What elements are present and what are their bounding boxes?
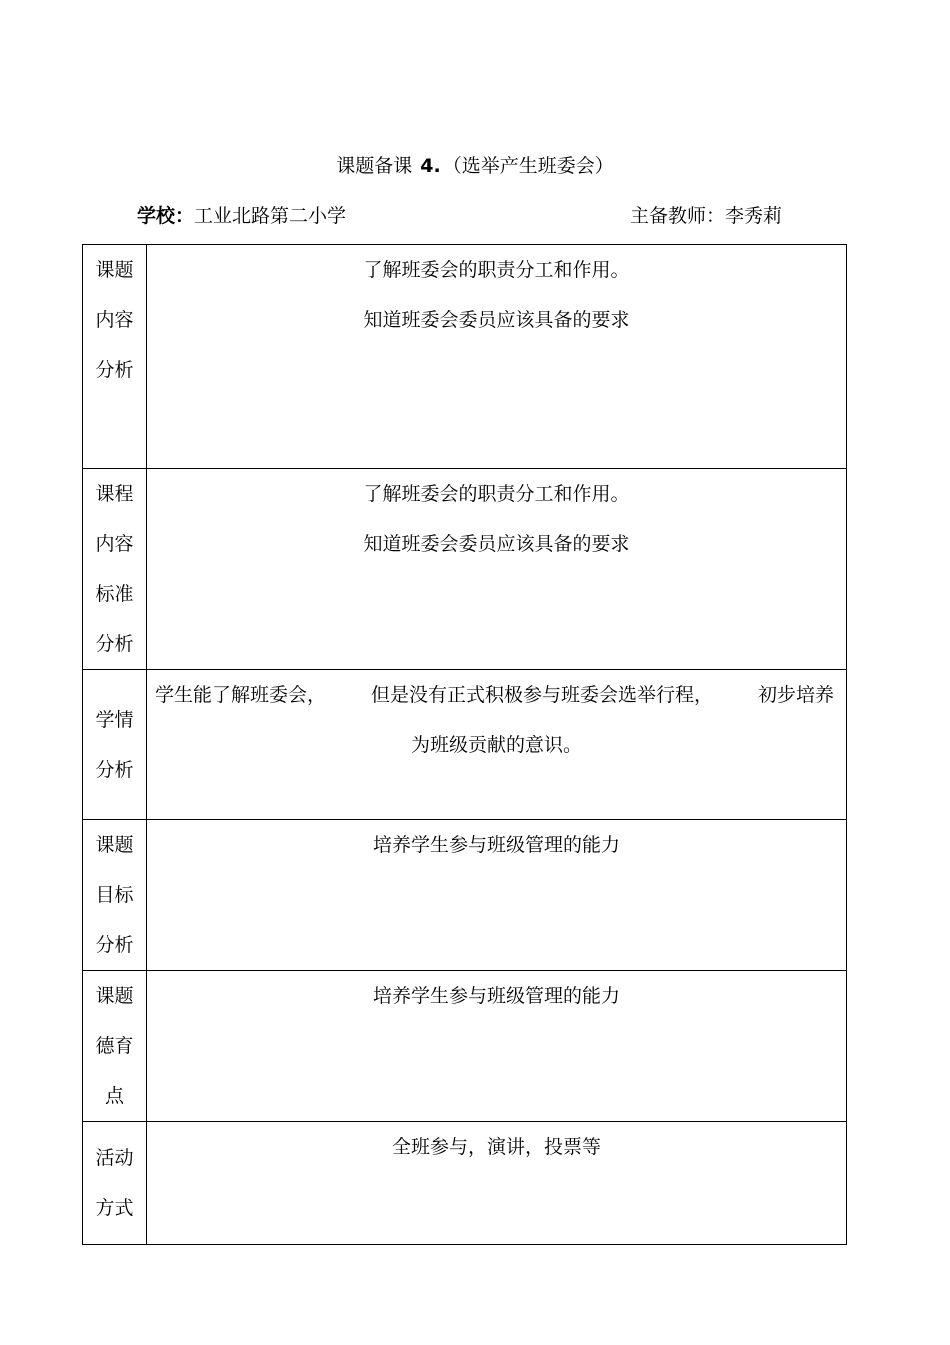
row-content — [147, 820, 847, 971]
table-row — [83, 971, 847, 1122]
lesson-plan-table — [82, 244, 847, 1245]
row-label: 活动 方式 — [83, 1122, 147, 1245]
table-row — [83, 670, 847, 820]
row-content — [147, 670, 847, 820]
title-suffix: （选举产生班委会） — [442, 155, 614, 177]
table-row — [83, 1122, 847, 1245]
row-content — [147, 469, 847, 670]
row-label: 课程 内容 标准 分析 — [83, 469, 147, 670]
row-content — [147, 1122, 847, 1245]
content-line: 为班级贡献的意识。 — [410, 734, 582, 756]
teacher-label: 主备教师： — [630, 205, 726, 227]
content-line: 培养学生参与班级管理的能力 — [372, 985, 620, 1007]
content-line: 知道班委会委员应该具备的要求 — [363, 533, 630, 555]
school-label: 学校： — [137, 205, 195, 227]
title-prefix: 课题备课 — [336, 155, 413, 177]
content-line: 了解班委会的职责分工和作用。 — [363, 483, 630, 505]
table-row — [83, 245, 847, 469]
row-content — [147, 971, 847, 1122]
content-line: 知道班委会委员应该具备的要求 — [363, 309, 630, 331]
row-label: 学情 分析 — [83, 670, 147, 820]
content-line: 培养学生参与班级管理的能力 — [372, 834, 620, 856]
table-row — [83, 469, 847, 670]
row-content — [147, 245, 847, 469]
teacher-line — [630, 202, 782, 230]
school-line — [137, 202, 346, 230]
title-number: 4. — [420, 155, 441, 177]
content-line: 全班参与，演讲，投票等 — [391, 1136, 601, 1158]
content-line: 学生能了解班委会， 但是没有正式积极参与班委会选举行程， 初步培养 — [155, 684, 834, 706]
content-line: 了解班委会的职责分工和作用。 — [363, 259, 630, 281]
row-label: 课题 德育 点 — [83, 971, 147, 1122]
row-label: 课题 目标 分析 — [83, 820, 147, 971]
row-label: 课题 内容 分析 — [83, 245, 147, 469]
document-title — [0, 152, 950, 180]
school-value: 工业北路第二小学 — [194, 205, 347, 227]
teacher-value: 李秀莉 — [725, 205, 783, 227]
table-row — [83, 820, 847, 971]
